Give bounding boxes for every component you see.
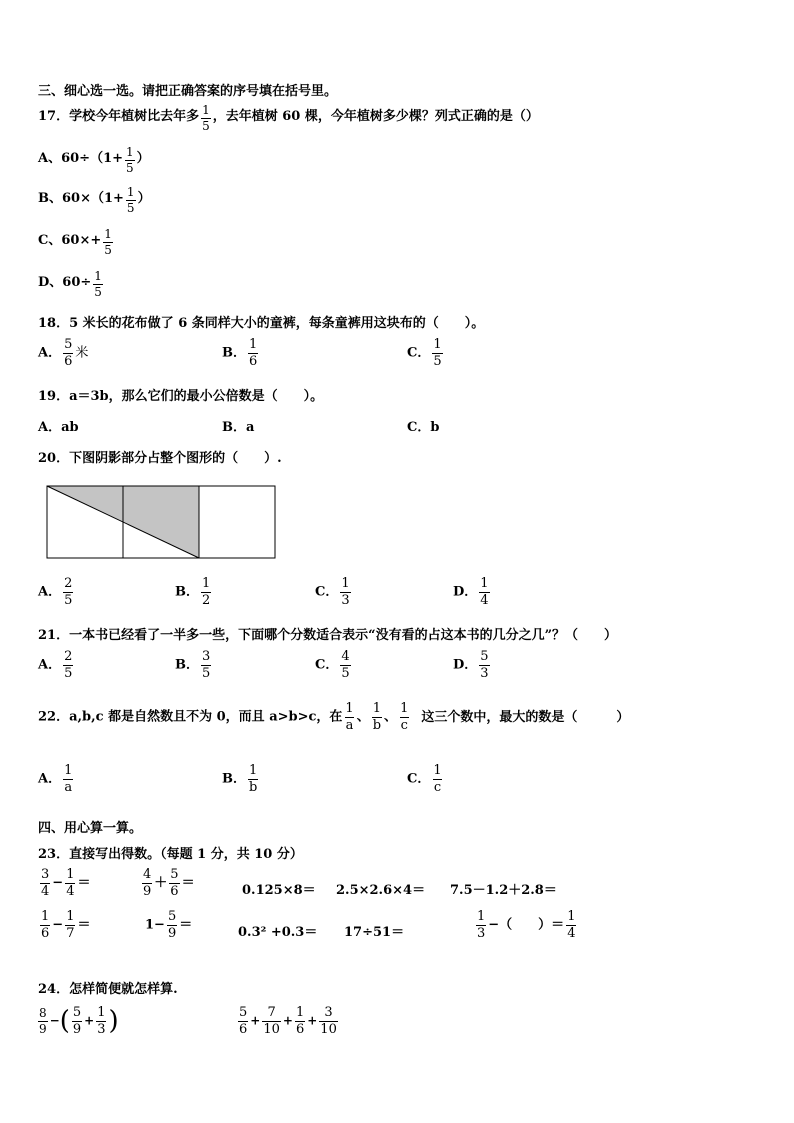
equals: ＝ [181, 875, 195, 891]
option-fraction: $\frac{5}{3}$ [480, 649, 489, 681]
option-text: A、60÷（1+ [38, 151, 124, 166]
q22-stem-pre: 22．a,b,c 都是自然数且不为 0，而且 a>b>c，在 [38, 709, 343, 725]
option-fraction: $\frac{1}{5}$ [104, 227, 112, 257]
option-label: B． [222, 345, 246, 361]
q22-option-a[interactable] [38, 764, 75, 794]
option-label: A． [38, 584, 62, 600]
fraction-1-over-b: $\frac{1}{b}$ [372, 701, 382, 733]
shaded-rectangle-figure [45, 484, 277, 560]
question-19: 19．a＝3b，那么它们的最小公倍数是（ ）。 [38, 389, 324, 404]
operator: + [250, 1013, 261, 1028]
option-fraction: $\frac{1}{b}$ [249, 763, 258, 795]
option-label: D． [453, 584, 478, 600]
q22-stem-post: 这三个数中，最大的数是（ ） [421, 709, 630, 725]
q19-option-c[interactable]: C．b [407, 420, 440, 435]
option-label: A． [38, 771, 62, 787]
q23-expr-6 [38, 910, 90, 940]
option-label: C． [315, 657, 339, 673]
option-fraction: $\frac{1}{a}$ [64, 763, 73, 795]
q24-expr-2 [236, 1006, 340, 1036]
q20-option-b[interactable] [175, 577, 213, 607]
q21-option-a[interactable] [38, 650, 75, 680]
q21-option-c[interactable] [315, 650, 353, 680]
fraction: $\frac{1}{3}$ [477, 909, 486, 941]
q23-expr-3: 0.125×8＝ [242, 883, 316, 898]
q21-option-d[interactable] [453, 650, 492, 680]
fraction: $\frac{4}{9}$ [143, 867, 152, 899]
q23-expr-8: 0.3² +0.3＝ [238, 925, 318, 940]
q18-option-c[interactable] [407, 338, 445, 368]
option-label: A． [38, 345, 62, 361]
option-label: B． [175, 584, 199, 600]
question-22 [38, 702, 629, 732]
q17-fraction: $\frac{1}{5}$ [202, 103, 210, 133]
option-label: A． [38, 657, 62, 673]
fraction: $\frac{8}{9}$ [39, 1006, 47, 1036]
operator: + [84, 1013, 95, 1028]
q17-stem-post: ，去年植树 60 棵，今年植树多少棵？列式正确的是（） [212, 109, 539, 124]
q23-expr-1 [38, 868, 90, 898]
q17-option-c[interactable] [38, 228, 115, 256]
option-fraction: $\frac{4}{5}$ [341, 649, 350, 681]
option-text: B、60×（1+ [38, 191, 124, 206]
fraction: $\frac{5}{9}$ [72, 1005, 82, 1037]
option-unit: 米 [75, 345, 89, 361]
option-text: C、60×+ [38, 233, 102, 248]
option-label: B． [175, 657, 199, 673]
question-24: 24．怎样简便就怎样算. [38, 982, 178, 997]
option-fraction: $\frac{1}{c}$ [433, 763, 442, 795]
option-fraction: $\frac{2}{5}$ [64, 576, 73, 608]
q20-option-c[interactable] [315, 577, 353, 607]
q17-option-b[interactable] [38, 186, 151, 214]
fraction: $\frac{5}{9}$ [167, 909, 177, 941]
question-21: 21．一本书已经看了一半多一些，下面哪个分数适合表示“没有看的占这本书的几分之几”？（ ） [38, 628, 618, 643]
option-fraction: $\frac{1}{5}$ [94, 269, 102, 299]
option-fraction: $\frac{3}{5}$ [202, 649, 211, 681]
fraction: $\frac{1}{3}$ [97, 1005, 106, 1037]
q18-option-a[interactable] [38, 338, 88, 368]
operator: − [52, 917, 64, 933]
fraction-1-over-c: $\frac{1}{c}$ [400, 701, 409, 733]
option-fraction: $\frac{2}{5}$ [64, 649, 73, 681]
option-fraction: $\frac{1}{4}$ [480, 576, 489, 608]
right-paren: ) [108, 1006, 119, 1037]
option-text: D、60÷ [38, 275, 92, 290]
option-fraction: $\frac{1}{5}$ [126, 145, 134, 175]
left-paren: ( [59, 1006, 70, 1037]
q23-expr-4: 2.5×2.6×4＝ [336, 883, 426, 898]
separator: 、 [384, 709, 398, 725]
question-17 [38, 104, 539, 132]
option-label: C． [407, 345, 431, 361]
q17-option-d[interactable] [38, 270, 105, 298]
q20-option-d[interactable] [453, 577, 492, 607]
fraction: $\frac{5}{6}$ [239, 1005, 248, 1037]
separator: 、 [356, 709, 370, 725]
operand: 1− [145, 917, 165, 933]
fraction: $\frac{1}{4}$ [66, 867, 75, 899]
question-23: 23．直接写出得数。（每题 1 分，共 10 分） [38, 847, 303, 862]
fraction: $\frac{3}{4}$ [41, 867, 50, 899]
fraction: $\frac{1}{6}$ [295, 1005, 305, 1037]
option-fraction: $\frac{1}{5}$ [126, 185, 135, 215]
fraction: $\frac{5}{6}$ [170, 867, 179, 899]
option-fraction: $\frac{5}{6}$ [64, 337, 73, 369]
operator: − [49, 1013, 60, 1028]
option-label: C． [407, 771, 431, 787]
q17-option-a[interactable] [38, 146, 150, 174]
section-4-heading: 四、用心算一算。 [38, 821, 143, 836]
fraction: $\frac{1}{7}$ [66, 909, 75, 941]
equals: ＝ [77, 875, 91, 891]
option-label: D． [453, 657, 478, 673]
option-label: C． [315, 584, 339, 600]
fraction: $\frac{1}{4}$ [567, 909, 576, 941]
q23-expr-5: 7.5－1.2＋2.8＝ [450, 883, 557, 898]
operator: + [307, 1013, 318, 1028]
q22-option-c[interactable] [407, 764, 445, 794]
q23-expr-2 [140, 868, 195, 898]
option-fraction: $\frac{1}{3}$ [341, 576, 350, 608]
option-text: ） [137, 191, 151, 206]
operator: ＋ [154, 875, 168, 891]
q19-option-a[interactable]: A．ab [38, 420, 79, 435]
q18-option-b[interactable] [222, 338, 260, 368]
equals: ＝ [77, 917, 91, 933]
q19-option-b[interactable]: B．a [222, 420, 255, 435]
q20-option-a[interactable] [38, 577, 75, 607]
operator: − [52, 875, 64, 891]
blank-and-equals: −（ ）＝ [488, 917, 565, 933]
q24-expr-1 [36, 1006, 119, 1036]
q23-expr-7 [145, 910, 192, 940]
fraction-1-over-a: $\frac{1}{a}$ [345, 701, 354, 733]
fraction: $\frac{1}{6}$ [41, 909, 50, 941]
q17-stem-pre: 17．学校今年植树比去年多 [38, 109, 200, 124]
q22-option-b[interactable] [222, 764, 260, 794]
option-fraction: $\frac{1}{6}$ [249, 337, 258, 369]
option-text: ） [136, 151, 150, 166]
fraction: $\frac{7}{10}$ [263, 1005, 280, 1037]
option-label: B． [222, 771, 246, 787]
fraction: $\frac{3}{10}$ [320, 1005, 337, 1037]
question-18: 18．5 米长的花布做了 6 条同样大小的童裤，每条童裤用这块布的（ ）。 [38, 316, 485, 331]
section-3-heading: 三、细心选一选。请把正确答案的序号填在括号里。 [38, 84, 338, 99]
equals: ＝ [179, 917, 193, 933]
question-20: 20．下图阴影部分占整个图形的（ ）. [38, 451, 282, 466]
q21-option-b[interactable] [175, 650, 213, 680]
option-fraction: $\frac{1}{5}$ [433, 337, 442, 369]
q23-expr-10 [474, 910, 578, 940]
option-fraction: $\frac{1}{2}$ [202, 576, 211, 608]
operator: + [282, 1013, 293, 1028]
q23-expr-9: 17÷51＝ [344, 925, 405, 940]
